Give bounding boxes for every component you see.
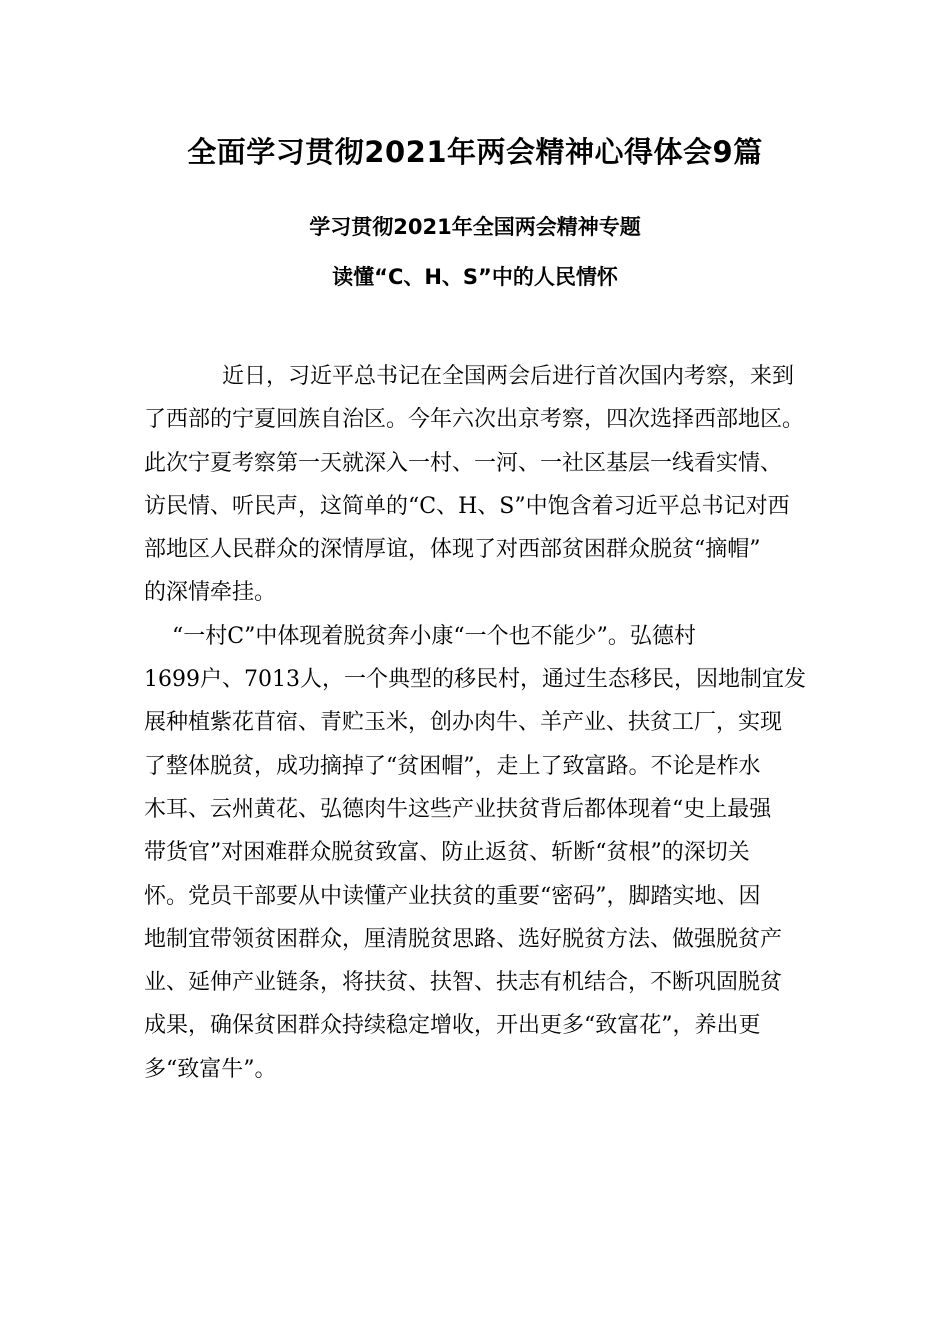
- document-title: 全面学习贯彻2021年两会精神心得体会9篇: [187, 135, 763, 169]
- text-line: 此次宁夏考察第一天就深入一村、一河、一社区基层一线看实情、: [144, 450, 783, 476]
- text-line: 地制宜带领贫困群众，厘清脱贫思路、选好脱贫方法、做强脱贫产: [144, 926, 783, 952]
- text-line: 带货官”对困难群众脱贫致富、防止返贫、斩断“贫根”的深切关: [144, 840, 750, 866]
- text-line: 的深情牵挂。: [144, 580, 277, 606]
- text-line: 访民情、听民声，这简单的“C、H、S”中饱含着习近平总书记对西: [144, 493, 790, 519]
- text-line: 木耳、云州黄花、弘德肉牛这些产业扶贫背后都体现着“史上最强: [144, 796, 772, 822]
- document-subtitle-topic: 学习贯彻2021年全国两会精神专题: [309, 215, 641, 239]
- text-line: 1699户、7013人，一个典型的移民村，通过生态移民，因地制宜发: [144, 667, 806, 693]
- text-line: 了西部的宁夏回族自治区。今年六次出京考察，四次选择西部地区。: [144, 407, 805, 433]
- text-line: 业、延伸产业链条，将扶贫、扶智、扶志有机结合，不断巩固脱贫: [144, 970, 783, 996]
- text-line: 怀。党员干部要从中读懂产业扶贫的重要“密码”，脚踏实地、因: [144, 883, 761, 909]
- text-line: 了整体脱贫，成功摘掉了“贫困帽”，走上了致富路。不论是柞水: [144, 753, 761, 779]
- document-body: [144, 358, 814, 1094]
- text-line: 近日，习近平总书记在全国两会后进行首次国内考察，来到: [222, 364, 795, 389]
- text-line: “一村C”中体现着脱贫奔小康“一个也不能少”。弘德村: [172, 623, 696, 649]
- paragraph-2: [144, 618, 814, 1094]
- paragraph-1: [144, 358, 814, 618]
- text-line: 部地区人民群众的深情厚谊，体现了对西部贫困群众脱贫“摘帽”: [144, 537, 761, 563]
- text-line: 多“致富牛”。: [144, 1056, 277, 1082]
- document-subtitle-heading: 读懂“C、H、S”中的人民情怀: [332, 265, 618, 289]
- text-line: 展种植紫花苜宿、青贮玉米，创办肉牛、羊产业、扶贫工厂，实现: [144, 710, 783, 736]
- text-line: 成果，确保贫困群众持续稳定增收，开出更多“致富花”，养出更: [144, 1013, 761, 1039]
